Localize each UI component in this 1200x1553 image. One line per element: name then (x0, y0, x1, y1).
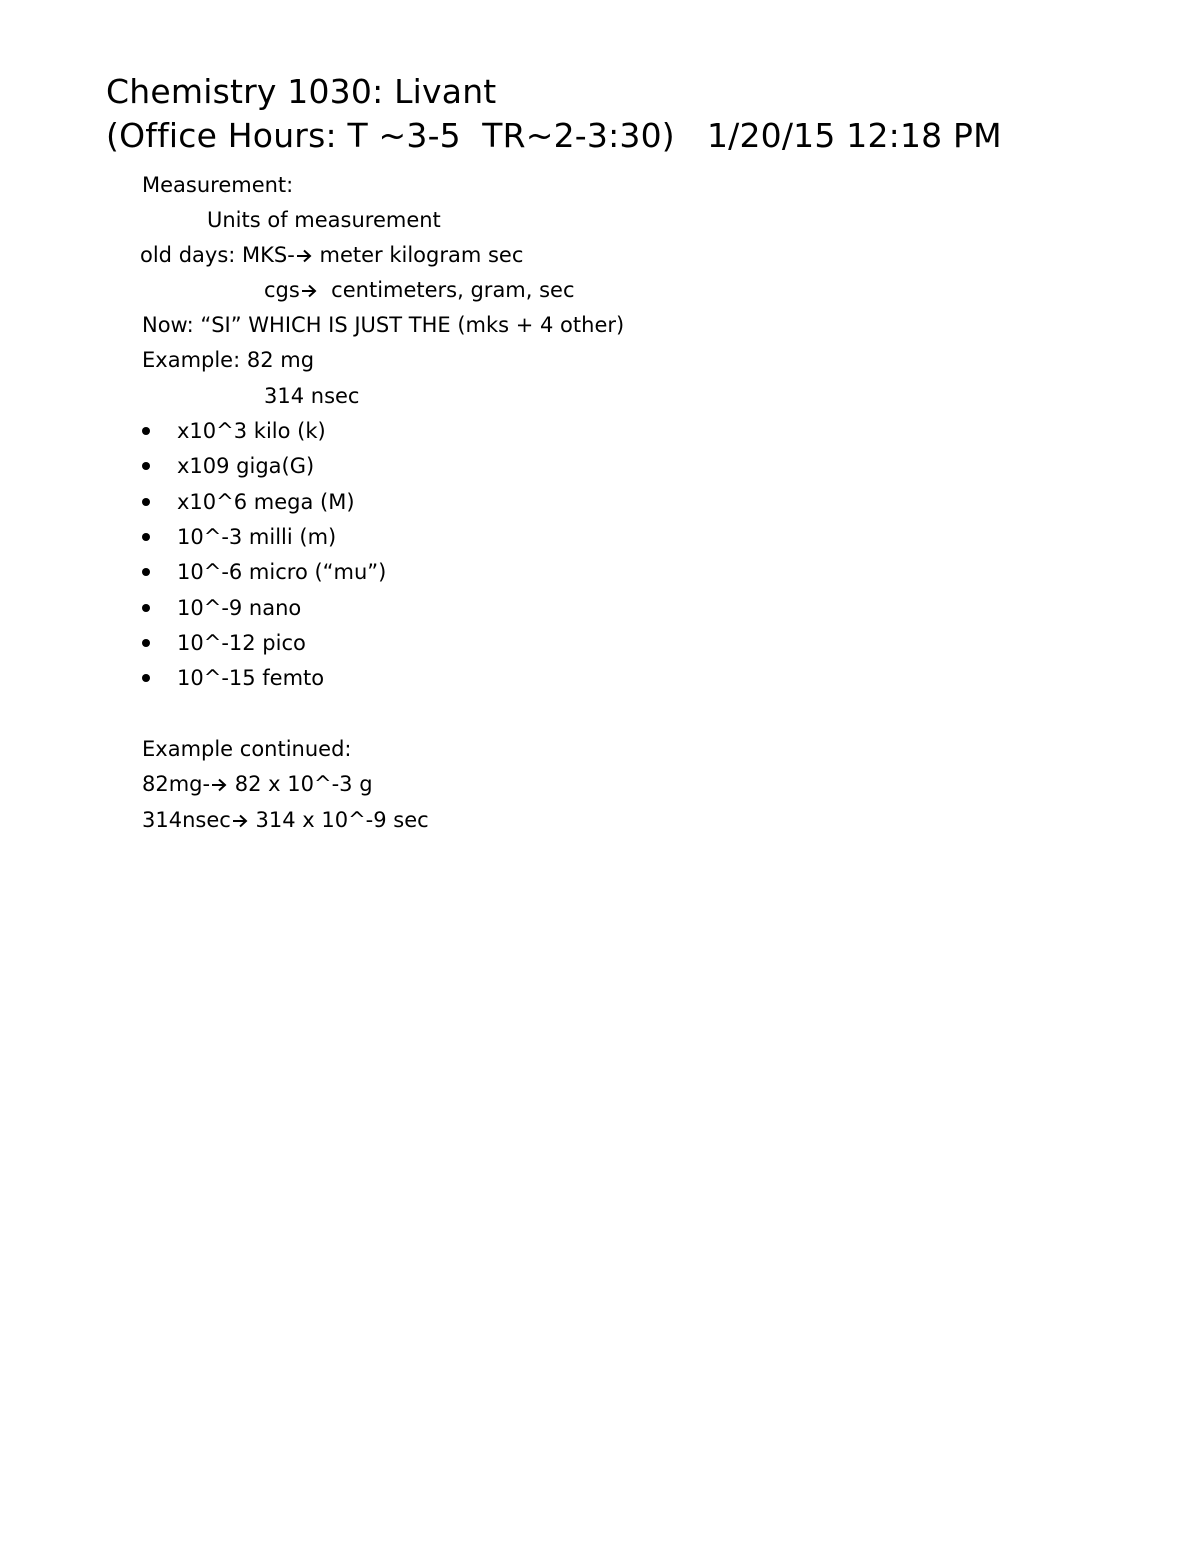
cgs-line (264, 276, 575, 304)
conversion-1-suffix: 82 x 10^-3 g (228, 772, 373, 796)
list-item-text: 10^-12 pico (177, 631, 306, 655)
old-days-line (140, 241, 523, 269)
list-item-text: x10^6 mega (M) (177, 490, 355, 514)
bullet-icon (142, 533, 150, 541)
example-line-2: 314 nsec (264, 384, 360, 408)
bullet-icon (142, 568, 150, 576)
bullet-icon (142, 674, 150, 682)
units-heading: Units of measurement (207, 208, 441, 232)
list-item-text: x109 giga(G) (177, 454, 315, 478)
bullet-icon (142, 462, 150, 470)
cgs-prefix: cgs (264, 278, 300, 302)
right-arrow-icon (232, 814, 248, 828)
conversion-line-2 (142, 806, 429, 834)
right-arrow-icon (301, 284, 317, 298)
old-days-suffix: meter kilogram sec (312, 243, 524, 267)
conversion-2-suffix: 314 x 10^-9 sec (248, 808, 429, 832)
right-arrow-icon (296, 249, 312, 263)
measurement-heading: Measurement: (142, 173, 294, 197)
conversion-1-prefix: 82mg- (142, 772, 211, 796)
page-title: Chemistry 1030: Livant (106, 72, 497, 111)
bullet-icon (142, 498, 150, 506)
cgs-suffix: centimeters, gram, sec (317, 278, 575, 302)
list-item-text: 10^-9 nano (177, 596, 302, 620)
list-item-text: 10^-3 milli (m) (177, 525, 337, 549)
conversion-2-prefix: 314nsec (142, 808, 231, 832)
bullet-icon (142, 604, 150, 612)
bullet-icon (142, 427, 150, 435)
now-line: Now: “SI” WHICH IS JUST THE (mks + 4 other) (142, 313, 625, 337)
old-days-prefix: old days: MKS- (140, 243, 295, 267)
list-item-text: 10^-15 femto (177, 666, 325, 690)
conversion-line-1 (142, 770, 373, 798)
example-line: Example: 82 mg (142, 348, 315, 372)
list-item-text: 10^-6 micro (“mu”) (177, 560, 387, 584)
bullet-icon (142, 639, 150, 647)
list-item-text: x10^3 kilo (k) (177, 419, 326, 443)
right-arrow-icon (211, 778, 227, 792)
example-continued-heading: Example continued: (142, 737, 352, 761)
page-subtitle: (Office Hours: T ~3-5 TR~2-3:30) 1/20/15 12:18 PM (106, 116, 1002, 155)
